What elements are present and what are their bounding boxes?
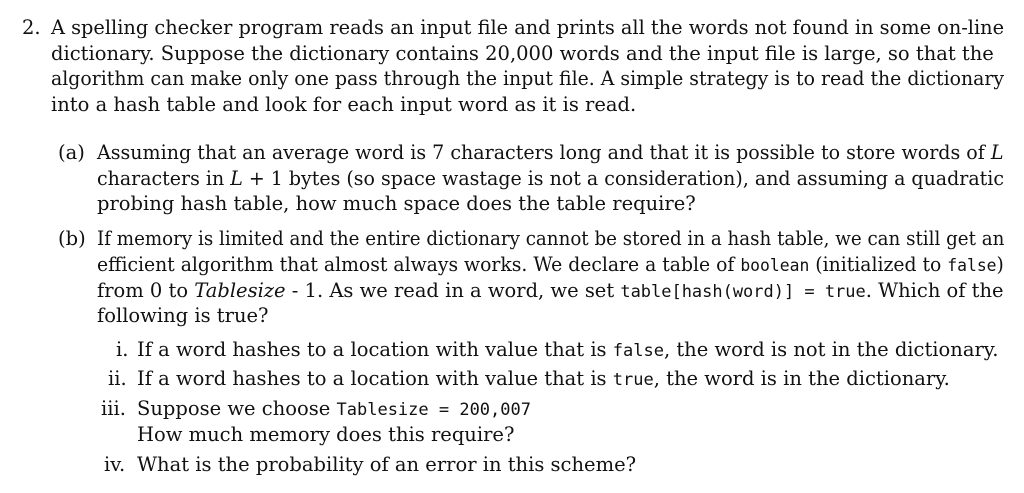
part-b-line-3-end: . Which of the: [865, 279, 1004, 302]
part-a-label: (a): [58, 141, 85, 164]
variable-L: L: [990, 141, 1004, 164]
subpart-ii-pre: If a word hashes to a location with value that is: [137, 367, 613, 390]
subpart-i-pre: If a word hashes to a location with value that is: [137, 338, 613, 361]
part-a-line-1: [97, 141, 1004, 165]
part-b-line-2-end: ): [996, 253, 1004, 276]
subpart-ii-label: ii.: [108, 367, 127, 390]
intro-line-2: dictionary. Suppose the dictionary contains 20,000 words and the input file is large, so that the: [51, 42, 994, 65]
code-false-i: false: [612, 341, 664, 361]
part-a-line-2-text: characters in: [97, 167, 231, 190]
part-a-line-1-text: Assuming that an average word is 7 characters long and that it is possible to store words of: [97, 141, 991, 164]
part-a-line-2-rest: + 1 bytes (so space wastage is not a consideration), and assuming a quadratic: [242, 167, 1004, 190]
subpart-iii-text: [137, 397, 531, 422]
subpart-iii-pre: Suppose we choose: [137, 397, 337, 420]
code-tablesize: Tablesize = 200,007: [336, 400, 531, 420]
part-b-line-3-mid: - 1. As we read in a word, we set: [285, 279, 621, 302]
subpart-iv-text: What is the probability of an error in this scheme?: [137, 453, 637, 476]
code-false: false: [947, 256, 997, 276]
intro-line-4: into a hash table and look for each input word as it is read.: [51, 93, 637, 116]
variable-tablesize: Tablesize: [194, 279, 286, 302]
intro-line-1: A spelling checker program reads an input file and prints all the words not found in some on-line: [51, 16, 1005, 39]
part-b-label: (b): [58, 227, 86, 250]
subpart-iv-label: iv.: [104, 453, 126, 476]
subpart-ii-post: , the word is in the dictionary.: [653, 367, 950, 390]
subpart-i-label: i.: [116, 338, 129, 361]
variable-L-expr: L: [230, 167, 243, 190]
code-true-ii: true: [612, 370, 654, 390]
code-table-assign: table[hash(word)] = true: [620, 282, 866, 302]
part-a-line-3: probing hash table, how much space does the table require?: [97, 192, 696, 215]
part-b-line-3: [97, 279, 1004, 304]
part-b-line-2-text: efficient algorithm that almost always works. We declare a table of: [97, 253, 741, 276]
subpart-iii-label: iii.: [101, 397, 126, 420]
part-a-line-2: [97, 167, 1004, 191]
part-b-line-4: following is true?: [97, 304, 269, 327]
subpart-i-post: , the word is not in the dictionary.: [663, 338, 999, 361]
code-boolean: boolean: [740, 256, 810, 276]
subpart-i-text: [137, 338, 998, 363]
subpart-ii-text: [137, 367, 950, 392]
subpart-iii-line-2: How much memory does this require?: [137, 423, 515, 446]
part-b-line-2: [97, 253, 1004, 278]
problem-number: 2.: [22, 16, 41, 39]
part-b-line-3-text: from 0 to: [97, 279, 195, 302]
part-b-line-1: If memory is limited and the entire dictionary cannot be stored in a hash table, we can still get an: [97, 227, 1005, 250]
part-b-line-2-mid: (initialized to: [809, 253, 948, 276]
intro-line-3: algorithm can make only one pass through the input file. A simple strategy is to read the dictionary: [51, 67, 1005, 90]
